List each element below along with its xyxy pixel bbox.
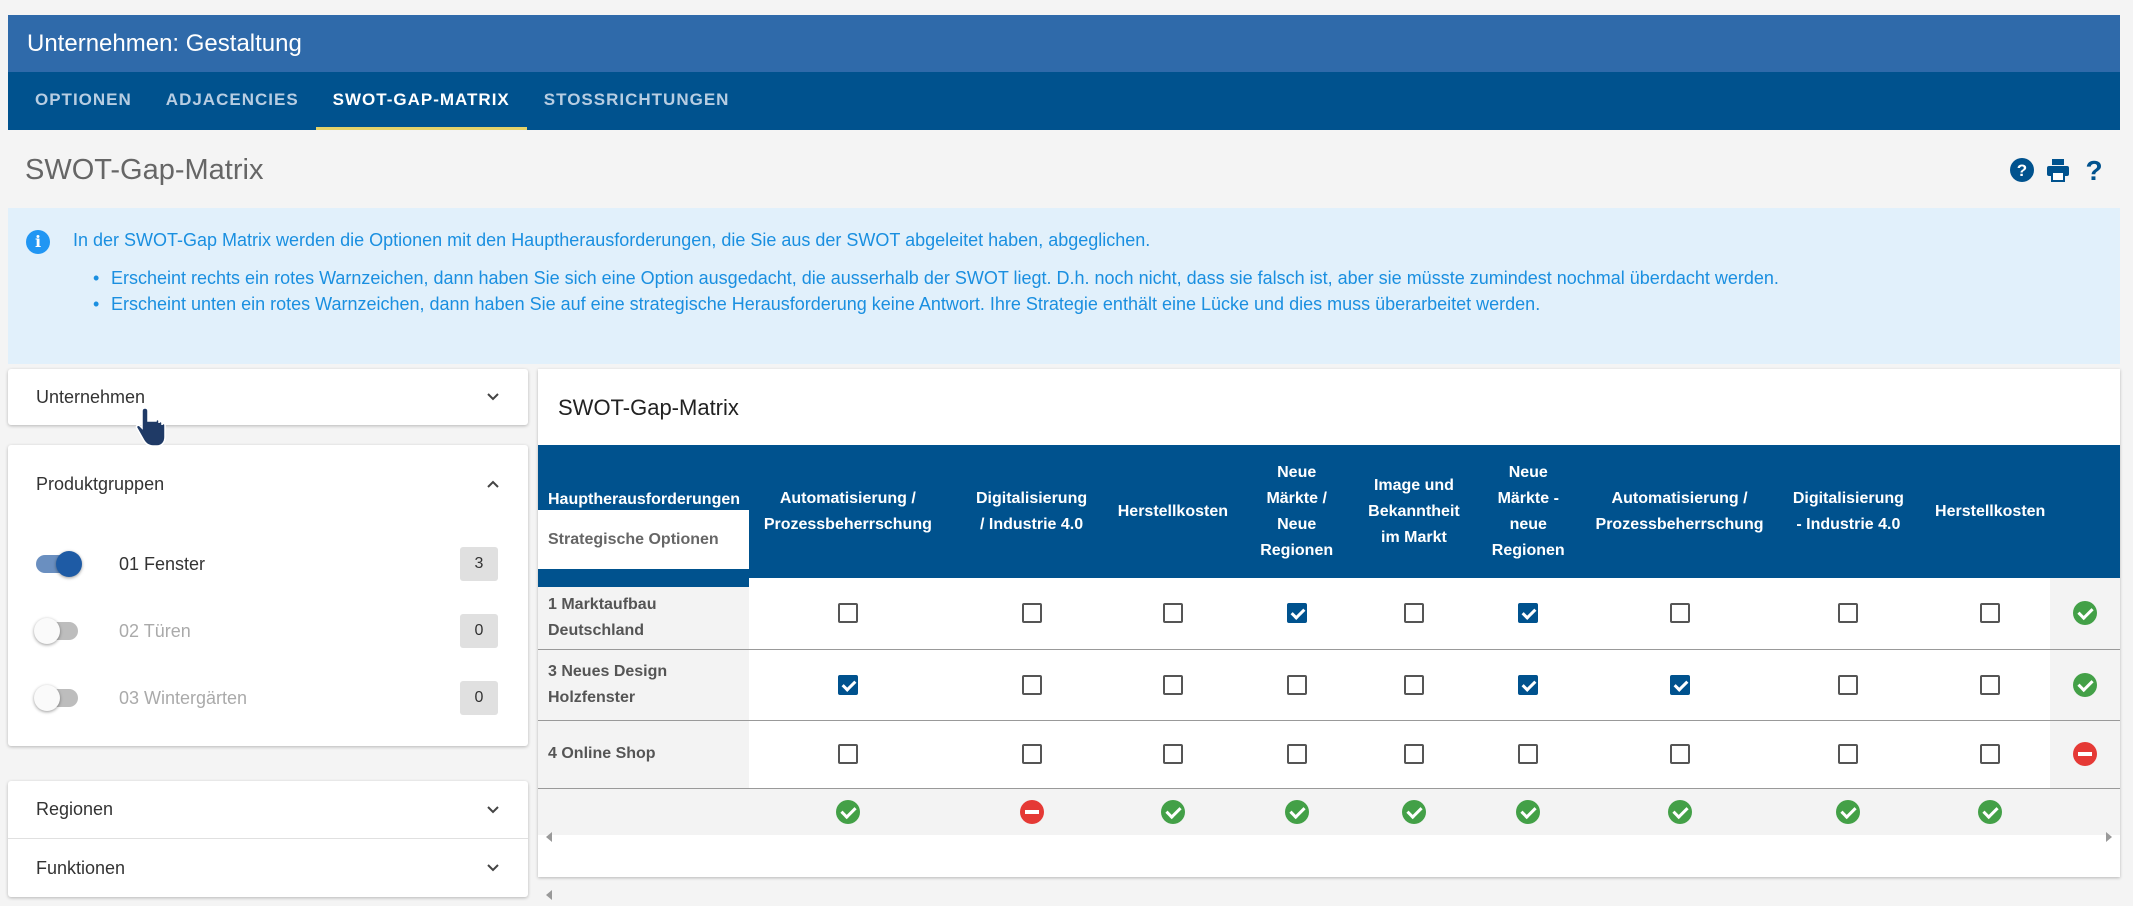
help-circle-icon[interactable] [2008,156,2036,184]
matrix-checkbox[interactable] [838,675,858,695]
panel-header-funktionen[interactable] [8,839,528,897]
produktgruppe-toggle[interactable] [36,689,78,707]
count-badge: 3 [460,547,498,581]
tab-swot-gap-matrix[interactable]: SWOT-GAP-MATRIX [316,72,527,130]
table-row [538,720,2120,788]
print-icon[interactable] [2044,156,2072,184]
matrix-checkbox[interactable] [1838,603,1858,623]
column-status-icon [1161,800,1185,824]
matrix-checkbox[interactable] [1163,675,1183,695]
tab-bar [8,72,2120,130]
row-status-icon [2073,601,2097,625]
column-header-status [2050,445,2120,578]
produktgruppe-row [8,678,528,718]
panel-label: Produktgruppen [36,473,165,494]
matrix-checkbox[interactable] [1670,675,1690,695]
header-actions [2008,156,2108,184]
column-header: Automatisierung / Prozessbeherrschung [1593,445,1767,578]
panel-header-produktgruppen[interactable] [8,445,528,523]
matrix-checkbox[interactable] [1022,603,1042,623]
scroll-left-arrow-icon[interactable] [546,890,552,900]
corner-header-top: Hauptherausforderungen [538,445,749,510]
column-status-icon [1668,800,1692,824]
matrix-checkbox[interactable] [1404,603,1424,623]
filter-panel-group [8,781,528,897]
matrix-checkbox[interactable] [1518,744,1538,764]
matrix-checkbox[interactable] [1980,744,2000,764]
page-horizontal-scrollbar[interactable] [538,887,2120,903]
matrix-checkbox[interactable] [838,603,858,623]
info-bullet: • Erscheint rechts ein rotes Warnzeichen, dann haben Sie sich eine Option ausgedacht, die ausserhalb der SWOT liegt. D.h. noch nicht, dass sie falsch ist, aber sie müsste zumindest nochmal überdacht werden. [93,268,1779,289]
column-status-icon [1978,800,2002,824]
app-title: Unternehmen: Gestaltung [8,15,2120,72]
scroll-right-arrow-icon[interactable] [2106,832,2112,842]
tab-optionen[interactable]: OPTIONEN [35,90,132,109]
produktgruppe-toggle[interactable] [36,555,78,573]
info-text: In der SWOT-Gap Matrix werden die Optionen mit den Hauptherausforderungen, die Sie aus der SWOT abgeleitet haben, abgeglichen. [73,230,1151,250]
panel-label: Regionen [36,799,114,819]
hand-cursor-icon [135,406,167,448]
filter-panel-produktgruppen [8,445,528,746]
column-status-icon [836,800,860,824]
column-header: Digitalisierung / Industrie 4.0 [947,445,1117,578]
column-status-icon [1285,800,1309,824]
table-row [538,578,2120,649]
matrix-checkbox[interactable] [1287,744,1307,764]
count-badge: 0 [460,681,498,715]
chevron-down-icon [486,390,500,404]
matrix-checkbox[interactable] [1670,603,1690,623]
info-list [93,268,1779,320]
produktgruppe-label: 02 Türen [119,620,191,641]
panel-label: Funktionen [36,857,126,878]
question-icon[interactable] [2080,156,2108,184]
chevron-down-icon [486,803,500,817]
matrix-checkbox[interactable] [1838,675,1858,695]
info-icon: i [26,230,50,254]
tab-adjacencies[interactable]: ADJACENCIES [165,90,299,109]
info-bullet: • Erscheint unten ein rotes Warnzeichen, dann haben Sie auf eine strategische Herausforderung keine Antwort. Ihre Strategie enthält eine Lücke und dies muss überarbeitet werden. [93,294,1779,315]
matrix-checkbox[interactable] [1404,744,1424,764]
row-label: 1 Marktaufbau Deutschland [538,578,749,649]
matrix-checkbox[interactable] [1980,603,2000,623]
matrix-checkbox[interactable] [838,744,858,764]
count-badge: 0 [460,614,498,648]
column-status-icon [1020,800,1044,824]
row-label: 4 Online Shop [538,720,749,788]
page-title: SWOT-Gap-Matrix [25,154,264,186]
produktgruppe-toggle[interactable] [36,622,78,640]
matrix-checkbox[interactable] [1404,675,1424,695]
matrix-checkbox[interactable] [1980,675,2000,695]
column-header: Neue Märkte / Neue Regionen [1229,445,1364,578]
column-header: Neue Märkte - neue Regionen [1464,445,1593,578]
matrix-checkbox[interactable] [1670,744,1690,764]
column-header: Herstellkosten [1930,445,2050,578]
matrix-checkbox[interactable] [1518,603,1538,623]
row-status-icon [2073,742,2097,766]
matrix-card [538,369,2120,877]
scroll-left-arrow-icon[interactable] [546,832,552,842]
corner-header-bottom: Strategische Optionen [538,510,749,578]
column-header: Herstellkosten [1116,445,1229,578]
page-header [8,130,2120,208]
panel-header-unternehmen[interactable] [8,369,528,425]
matrix-checkbox[interactable] [1838,744,1858,764]
matrix-title: SWOT-Gap-Matrix [558,395,739,420]
matrix-horizontal-scrollbar[interactable] [538,827,2120,847]
column-status-icon [1516,800,1540,824]
column-header: Automatisierung / Prozessbeherrschung [749,445,947,578]
matrix-checkbox[interactable] [1287,603,1307,623]
column-status-icon [1402,800,1426,824]
matrix-checkbox[interactable] [1022,744,1042,764]
column-status-icon [1836,800,1860,824]
info-box [8,208,2120,364]
chevron-down-icon [486,861,500,875]
app-window [8,15,2120,906]
row-label: 3 Neues Design Holzfenster [538,649,749,720]
tab-stossrichtungen[interactable]: STOSSRICHTUNGEN [543,90,730,109]
svg-text:?: ? [2085,156,2103,184]
produktgruppe-row [8,611,528,651]
column-header: Image und Bekanntheit im Markt [1364,445,1464,578]
matrix-checkbox[interactable] [1163,744,1183,764]
matrix-checkbox[interactable] [1287,675,1307,695]
matrix-checkbox[interactable] [1022,675,1042,695]
chevron-up-icon [486,477,500,491]
matrix-grid [538,445,2120,835]
filter-panel-unternehmen [8,369,528,425]
table-row [538,649,2120,720]
matrix-checkbox[interactable] [1518,675,1538,695]
produktgruppe-label: 01 Fenster [119,553,206,574]
matrix-checkbox[interactable] [1163,603,1183,623]
svg-text:?: ? [2016,161,2028,180]
panel-header-regionen[interactable] [8,781,528,839]
column-header: Digitalisierung - Industrie 4.0 [1767,445,1931,578]
produktgruppe-label: 03 Wintergärten [119,687,248,708]
panel-label: Unternehmen [36,386,146,407]
row-status-icon [2073,673,2097,697]
produktgruppe-row [8,544,528,584]
